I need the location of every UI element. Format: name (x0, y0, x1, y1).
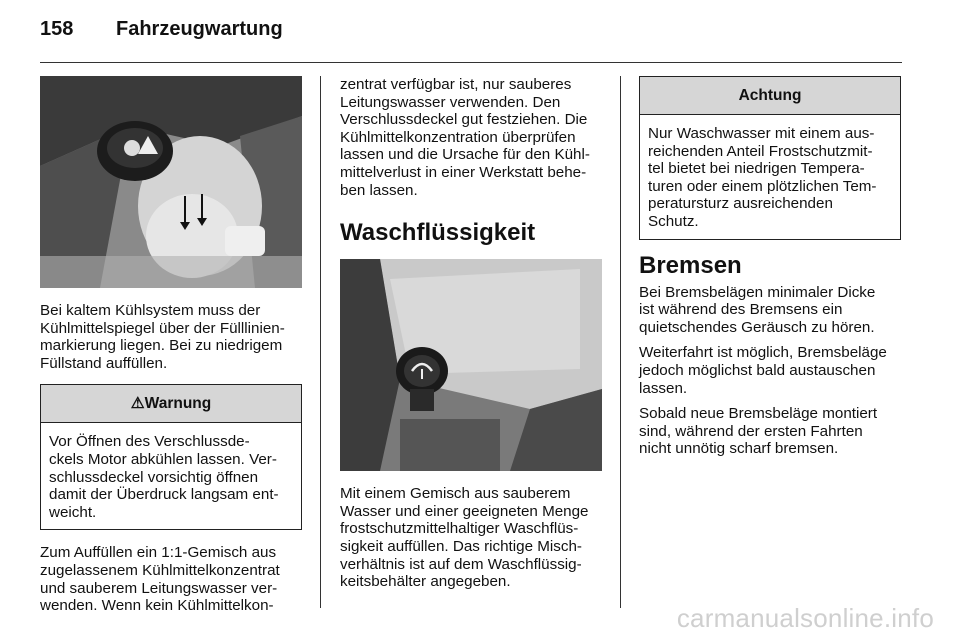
column-divider (320, 76, 321, 608)
column-divider (620, 76, 621, 608)
brakes-paragraph-2 (639, 344, 901, 397)
text-line: Mit einem Gemisch aus sauberem (340, 485, 571, 503)
brakes-paragraph-1 (639, 284, 901, 337)
text-line: frostschutzmittelhaltiger Waschflüs- (340, 520, 579, 538)
text-line: lassen und die Ursache für den Kühl- (340, 146, 590, 164)
text-line: Kühlmittelkonzentration überprüfen (340, 128, 576, 146)
brakes-paragraph-3 (639, 405, 901, 458)
washer-fluid-reservoir-photo (340, 259, 602, 471)
text-line: Weiterfahrt ist möglich, Bremsbeläge (639, 344, 887, 362)
text-line: jedoch möglichst bald austauschen (639, 361, 876, 379)
column-3 (639, 76, 901, 458)
text-line: Bei kaltem Kühlsystem muss der (40, 302, 261, 319)
text-line: und sauberem Leitungswasser ver- (40, 579, 278, 597)
brakes-heading: Bremsen (639, 251, 742, 279)
coolant-continue-paragraph (340, 76, 602, 199)
text-line: peratursturz ausreichenden (648, 195, 833, 213)
text-line: Vor Öffnen des Verschlussde- (49, 433, 250, 451)
text-line: Schutz. (648, 212, 699, 230)
text-line: schlussdeckel vorsichtig öffnen (49, 468, 259, 486)
text-line: zugelassenem Kühlmittelkonzentrat (40, 561, 280, 579)
warning-title: Warnung (144, 394, 212, 412)
caution-box (639, 76, 901, 240)
text-line: wenden. Wenn kein Kühlmittelkon- (40, 597, 274, 615)
text-line: Zum Auffüllen ein 1:1-Gemisch aus (40, 544, 277, 562)
warning-text (41, 423, 301, 529)
text-line: verhältnis ist auf dem Waschflüssig- (340, 555, 582, 573)
header-rule (40, 62, 902, 63)
text-line: Nur Waschwasser mit einem aus- (648, 125, 875, 142)
refill-paragraph (40, 544, 302, 614)
text-line: Leitungswasser verwenden. Den (340, 93, 561, 111)
warning-header (41, 385, 301, 423)
text-line: markierung liegen. Bei zu niedrigem (40, 337, 283, 355)
text-line: ist während des Bremsens ein (639, 301, 843, 319)
washer-fluid-paragraph (340, 485, 602, 591)
text-line: turen oder einem plötzlichen Tem- (648, 177, 877, 195)
text-line: ckels Motor abkühlen lassen. Ver- (49, 450, 277, 468)
washer-fluid-heading: Waschflüssigkeit (340, 219, 536, 247)
column-2 (340, 76, 602, 591)
coolant-reservoir-photo (40, 76, 302, 288)
warning-box (40, 384, 302, 530)
text-line: Füllstand auffüllen. (40, 354, 168, 372)
caution-header: Achtung (640, 77, 900, 115)
page-title: Fahrzeugwartung (116, 18, 283, 40)
text-line: reichenden Anteil Frostschutzmit- (648, 142, 873, 160)
text-line: keitsbehälter angegeben. (340, 573, 511, 591)
watermark: carmanualsonline.info (676, 603, 934, 633)
text-line: weicht. (49, 503, 97, 521)
warning-icon: ⚠ (130, 395, 145, 413)
coolant-level-paragraph (40, 302, 302, 372)
text-line: tel bietet bei niedrigen Tempera- (648, 160, 865, 178)
text-line: damit der Überdruck langsam ent- (49, 486, 279, 504)
text-line: Bei Bremsbelägen minimaler Dicke (639, 283, 876, 301)
text-line: ben lassen. (340, 181, 418, 199)
text-line: mittelverlust in einer Werkstatt behe- (340, 163, 587, 181)
text-line: Kühlmittelspiegel über der Fülllinien- (40, 319, 285, 337)
page-number: 158 (40, 18, 74, 40)
text-line: quietschendes Geräusch zu hören. (639, 318, 875, 336)
caution-text (640, 115, 900, 239)
text-line: sind, während der ersten Fahrten (639, 422, 863, 440)
page-header (40, 18, 283, 48)
text-line: Verschlussdeckel gut festziehen. Die (340, 111, 588, 129)
text-line: Sobald neue Bremsbeläge montiert (639, 405, 878, 423)
text-line: Wasser und einer geeigneten Menge (340, 502, 589, 520)
text-line: lassen. (639, 379, 688, 397)
text-line: nicht unnötig scharf bremsen. (639, 440, 839, 458)
column-1 (40, 76, 302, 615)
text-line: zentrat verfügbar ist, nur sauberes (340, 76, 572, 93)
text-line: sigkeit auffüllen. Das richtige Misch- (340, 537, 582, 555)
